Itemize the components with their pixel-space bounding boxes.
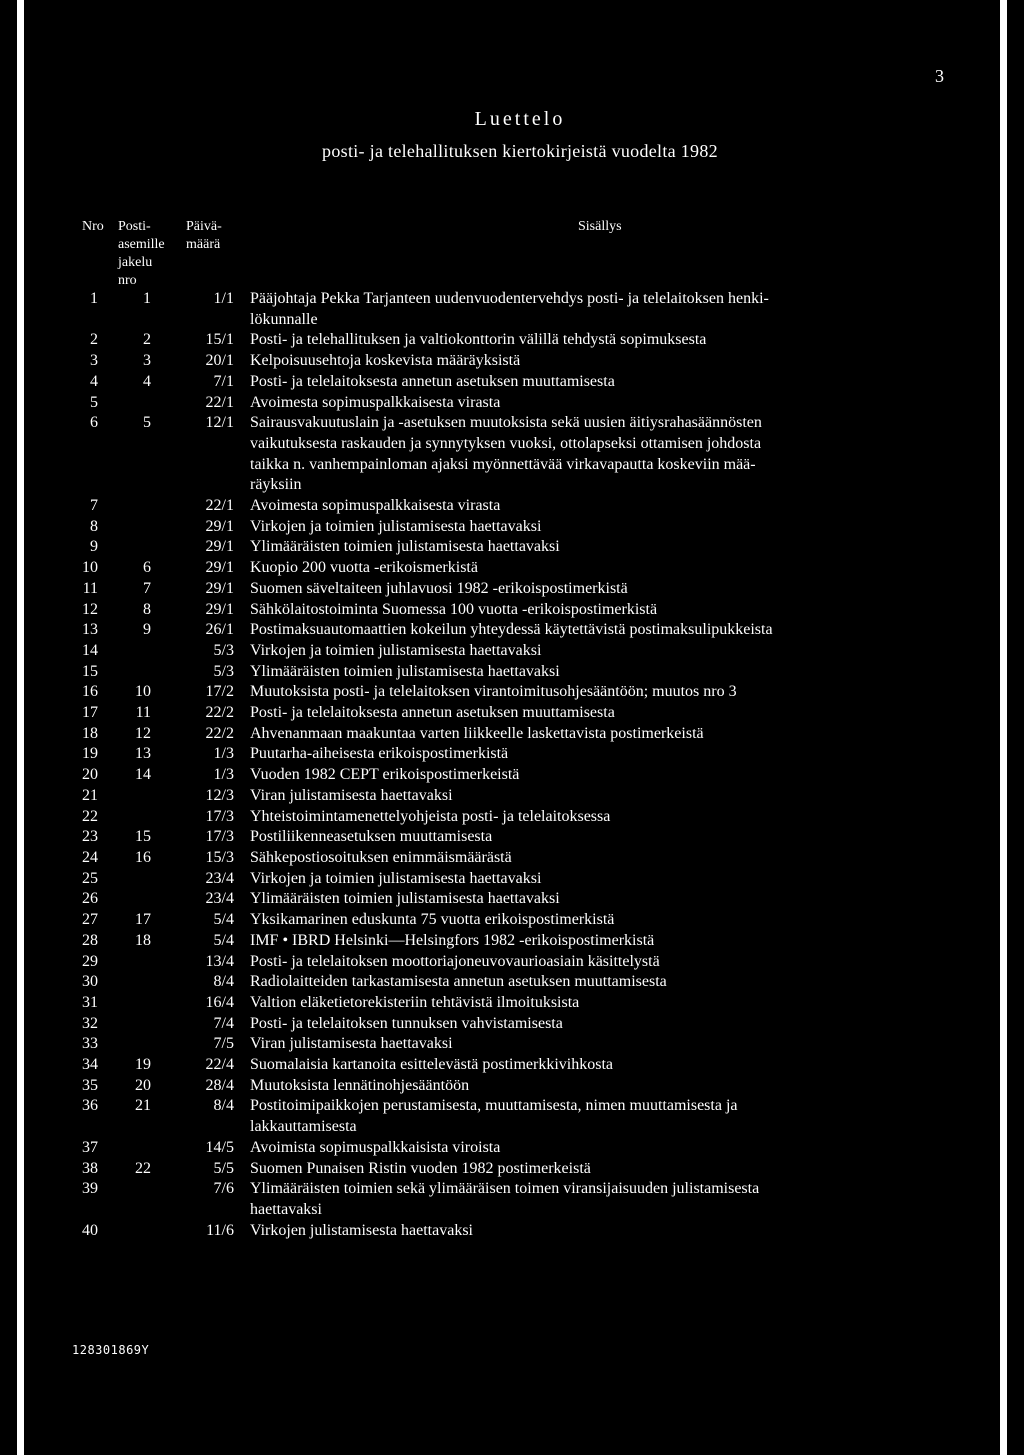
row-nro: 33 — [82, 1035, 98, 1053]
row-description: Virkojen ja toimien julistamisesta haettavaksi — [250, 517, 542, 535]
row-date: 7/1 — [213, 372, 234, 390]
row-description: Sähkölaitostoiminta Suomessa 100 vuotta -erikoispostimerkistä — [250, 600, 658, 618]
row-date: 17/3 — [205, 807, 234, 825]
row-date: 22/2 — [205, 704, 234, 722]
row-posti-nro: 15 — [135, 828, 151, 846]
row-date: 5/4 — [213, 931, 234, 949]
row-nro: 5 — [90, 393, 98, 411]
row-description: Ylimääräisten toimien julistamisesta haettavaksi — [250, 662, 560, 680]
row-date: 22/1 — [205, 393, 234, 411]
row-description: Ylimääräisten toimien sekä ylimääräisen toimen viransijaisuuden julistamisesta haettavaksi — [250, 1180, 760, 1218]
row-date: 15/1 — [205, 331, 234, 349]
row-posti-nro: 4 — [143, 372, 151, 390]
row-nro: 14 — [82, 641, 98, 659]
row-date: 5/5 — [213, 1159, 234, 1177]
row-posti-nro: 6 — [143, 559, 151, 577]
table-row — [0, 662, 1024, 683]
row-nro: 10 — [82, 559, 98, 577]
table-row — [0, 1221, 1024, 1242]
row-date: 28/4 — [205, 1076, 234, 1094]
table-row — [0, 1076, 1024, 1097]
table-row — [0, 496, 1024, 517]
row-description: Puutarha-aiheisesta erikoispostimerkistä — [250, 745, 509, 763]
row-posti-nro: 14 — [135, 766, 151, 784]
table-row — [0, 620, 1024, 641]
row-posti-nro: 2 — [143, 331, 151, 349]
row-description: Ahvenanmaan maakuntaa varten liikkeelle laskettavista postimerkeistä — [250, 724, 704, 742]
row-nro: 25 — [82, 869, 98, 887]
table-row — [0, 765, 1024, 786]
table-row — [0, 600, 1024, 621]
row-description: Virkojen ja toimien julistamisesta haettavaksi — [250, 869, 542, 887]
row-date: 29/1 — [205, 579, 234, 597]
row-date: 26/1 — [205, 621, 234, 639]
row-nro: 31 — [82, 993, 98, 1011]
row-posti-nro: 1 — [143, 290, 151, 307]
table-row — [0, 827, 1024, 848]
row-date: 5/3 — [213, 641, 234, 659]
table-row — [0, 931, 1024, 952]
table-row — [0, 1055, 1024, 1076]
row-description: Pääjohtaja Pekka Tarjanteen uudenvuodentervehdys posti- ja telelaitoksen henki- lökunnalle — [250, 290, 769, 328]
row-date: 1/3 — [213, 766, 234, 784]
row-nro: 30 — [82, 973, 98, 991]
row-nro: 6 — [90, 414, 98, 432]
row-posti-nro: 9 — [143, 621, 151, 639]
table-row — [0, 724, 1024, 745]
table-row — [0, 786, 1024, 807]
row-nro: 29 — [82, 952, 98, 970]
table-row — [0, 869, 1024, 890]
row-nro: 32 — [82, 1014, 98, 1032]
column-header-label: Päivä- määrä — [186, 219, 222, 252]
row-nro: 27 — [82, 911, 98, 929]
row-posti-nro: 21 — [135, 1097, 151, 1115]
row-description: Sähkepostiosoituksen enimmäismäärästä — [250, 848, 512, 866]
table-row — [0, 351, 1024, 372]
row-nro: 12 — [82, 600, 98, 618]
row-description: Ylimääräisten toimien julistamisesta haettavaksi — [250, 538, 560, 556]
row-description: Postitoimipaikkojen perustamisesta, muuttamisesta, nimen muuttamisesta ja lakkauttamisesta — [250, 1097, 738, 1136]
row-date: 14/5 — [205, 1138, 234, 1156]
row-description: Vuoden 1982 CEPT erikoispostimerkeistä — [250, 766, 520, 784]
row-date: 22/2 — [205, 724, 234, 742]
table-row — [0, 952, 1024, 973]
row-description: Posti- ja telelaitoksen tunnuksen vahvistamisesta — [250, 1014, 563, 1032]
row-date: 1/1 — [213, 290, 234, 307]
row-date: 5/3 — [213, 662, 234, 680]
row-description: Avoimesta sopimuspalkkaisesta virasta — [250, 497, 501, 515]
table-row — [0, 807, 1024, 828]
row-description: Yksikamarinen eduskunta 75 vuotta erikoispostimerkistä — [250, 911, 615, 929]
row-description: Posti- ja telelaitoksen moottoriajoneuvovaurioasiain käsittelystä — [250, 952, 660, 970]
row-description: Posti- ja telehallituksen ja valtiokonttorin välillä tehdystä sopimuksesta — [250, 331, 707, 349]
row-description: Suomalaisia kartanoita esittelevästä postimerkkivihkosta — [250, 1056, 614, 1074]
column-header-label: Nro — [82, 219, 104, 234]
row-description: Radiolaitteiden tarkastamisesta annetun asetuksen muuttamisesta — [250, 973, 667, 991]
row-description: Viran julistamisesta haettavaksi — [250, 1035, 453, 1053]
row-posti-nro: 19 — [135, 1056, 151, 1074]
table-row — [0, 537, 1024, 558]
row-date: 29/1 — [205, 517, 234, 535]
row-date: 8/4 — [213, 1097, 234, 1115]
table-row — [0, 517, 1024, 538]
table-row — [0, 1034, 1024, 1055]
row-date: 13/4 — [205, 952, 234, 970]
row-description: Kuopio 200 vuotta -erikoismerkistä — [250, 559, 478, 577]
row-nro: 36 — [82, 1097, 98, 1115]
document-code: 128301869Y — [72, 1343, 150, 1357]
row-description: Avoimesta sopimuspalkkaisesta virasta — [250, 393, 501, 411]
row-posti-nro: 16 — [135, 848, 151, 866]
row-date: 7/6 — [213, 1180, 234, 1198]
row-description: Postimaksuautomaattien kokeilun yhteydessä käytettävistä postimaksulipukkeista — [250, 621, 773, 639]
row-posti-nro: 7 — [143, 579, 151, 597]
row-date: 29/1 — [205, 559, 234, 577]
row-nro: 2 — [90, 331, 98, 349]
table-row — [0, 330, 1024, 351]
row-date: 20/1 — [205, 352, 234, 370]
row-description: Muutoksista posti- ja telelaitoksen virantoimitusohjesääntöön; muutos nro 3 — [250, 683, 737, 701]
row-description: Virkojen ja toimien julistamisesta haettavaksi — [250, 641, 542, 659]
table-row — [0, 372, 1024, 393]
column-header-label: Sisällys — [578, 219, 622, 234]
row-nro: 7 — [90, 497, 98, 515]
row-date: 7/4 — [213, 1014, 234, 1032]
table-row — [0, 558, 1024, 579]
row-nro: 21 — [82, 786, 98, 804]
row-nro: 19 — [82, 745, 98, 763]
row-posti-nro: 13 — [135, 745, 151, 763]
row-date: 11/6 — [206, 1221, 234, 1239]
row-posti-nro: 8 — [143, 600, 151, 618]
row-nro: 17 — [82, 704, 98, 722]
row-nro: 20 — [82, 766, 98, 784]
row-nro: 13 — [82, 621, 98, 639]
row-description: Posti- ja telelaitoksesta annetun asetuksen muuttamisesta — [250, 704, 615, 722]
table-row — [0, 848, 1024, 869]
page-title: Luettelo — [474, 108, 566, 130]
table-row — [0, 1179, 1024, 1220]
row-date: 15/3 — [205, 848, 234, 866]
row-posti-nro: 12 — [135, 724, 151, 742]
row-description: Muutoksista lennätinohjesääntöön — [250, 1076, 470, 1094]
row-description: Suomen säveltaiteen juhlavuosi 1982 -erikoispostimerkistä — [250, 579, 628, 597]
row-nro: 39 — [82, 1180, 98, 1198]
row-nro: 34 — [82, 1056, 98, 1074]
row-date: 17/2 — [205, 683, 234, 701]
row-nro: 23 — [82, 828, 98, 846]
row-nro: 3 — [90, 352, 98, 370]
row-description: Kelpoisuusehtoja koskevista määräyksistä — [250, 352, 521, 370]
row-date: 7/5 — [213, 1035, 234, 1053]
row-nro: 15 — [82, 662, 98, 680]
column-header-nro — [82, 218, 104, 236]
page-number: 3 — [935, 66, 944, 86]
column-header-paiva — [186, 218, 222, 254]
row-description: Yhteistoimintamenettelyohjeista posti- ja telelaitoksessa — [250, 807, 611, 825]
row-posti-nro: 5 — [143, 414, 151, 432]
table-row — [0, 744, 1024, 765]
row-posti-nro: 3 — [143, 352, 151, 370]
row-nro: 24 — [82, 848, 98, 866]
table-row — [0, 1159, 1024, 1180]
table-row — [0, 641, 1024, 662]
row-posti-nro: 20 — [135, 1076, 151, 1094]
row-description: Sairausvakuutuslain ja -asetuksen muutoksista sekä uusien äitiysrahasäännösten vaikutuksesta raskauden ja synnytyksen vuoksi, ottolapseksi ottamisen johdosta taikka n. vanhempainloman ajaksi myönnettävää virkavapautta koskeviin mää- räyksiin — [250, 414, 762, 494]
row-description: Avoimista sopimuspalkkaisista viroista — [250, 1138, 501, 1156]
row-posti-nro: 17 — [135, 911, 151, 929]
row-description: Postiliikenneasetuksen muuttamisesta — [250, 828, 493, 846]
row-date: 17/3 — [205, 828, 234, 846]
table-row — [0, 1096, 1024, 1137]
row-date: 29/1 — [205, 538, 234, 556]
table-row — [0, 972, 1024, 993]
row-date: 12/1 — [205, 414, 234, 432]
row-description: IMF • IBRD Helsinki—Helsingfors 1982 -erikoispostimerkistä — [250, 931, 655, 949]
row-date: 22/4 — [205, 1056, 234, 1074]
table-row — [0, 993, 1024, 1014]
table-row — [0, 289, 1024, 330]
row-posti-nro: 18 — [135, 931, 151, 949]
row-nro: 18 — [82, 724, 98, 742]
table-row — [0, 703, 1024, 724]
row-nro: 38 — [82, 1159, 98, 1177]
row-nro: 40 — [82, 1221, 98, 1239]
row-date: 5/4 — [213, 911, 234, 929]
row-posti-nro: 10 — [135, 683, 151, 701]
row-date: 16/4 — [205, 993, 234, 1011]
row-nro: 22 — [82, 807, 98, 825]
row-nro: 4 — [90, 372, 98, 390]
row-date: 8/4 — [213, 973, 234, 991]
column-header-label: Posti- asemille jakelu nro — [118, 219, 165, 288]
row-nro: 11 — [82, 579, 98, 597]
table-row — [0, 579, 1024, 600]
row-date: 12/3 — [205, 786, 234, 804]
row-description: Virkojen julistamisesta haettavaksi — [250, 1221, 473, 1239]
table-row — [0, 1014, 1024, 1035]
table-body — [0, 289, 1024, 1241]
row-nro: 1 — [90, 290, 98, 307]
table-row — [0, 413, 1024, 496]
row-nro: 16 — [82, 683, 98, 701]
row-nro: 8 — [90, 517, 98, 535]
row-description: Suomen Punaisen Ristin vuoden 1982 postimerkeistä — [250, 1159, 591, 1177]
row-nro: 26 — [82, 890, 98, 908]
row-nro: 37 — [82, 1138, 98, 1156]
row-date: 23/4 — [205, 869, 234, 887]
row-nro: 28 — [82, 931, 98, 949]
row-description: Valtion eläketietorekisteriin tehtävistä ilmoituksista — [250, 993, 580, 1011]
row-date: 1/3 — [213, 745, 234, 763]
row-description: Posti- ja telelaitoksesta annetun asetuksen muuttamisesta — [250, 372, 615, 390]
column-header-posti — [118, 218, 165, 290]
row-date: 22/1 — [205, 497, 234, 515]
table-row — [0, 1138, 1024, 1159]
page-subtitle: posti- ja telehallituksen kiertokirjeistä vuodelta 1982 — [322, 141, 718, 161]
table-row — [0, 682, 1024, 703]
table-row — [0, 910, 1024, 931]
row-date: 23/4 — [205, 890, 234, 908]
row-description: Viran julistamisesta haettavaksi — [250, 786, 453, 804]
table-row — [0, 393, 1024, 414]
row-date: 29/1 — [205, 600, 234, 618]
row-description: Ylimääräisten toimien julistamisesta haettavaksi — [250, 890, 560, 908]
row-posti-nro: 22 — [135, 1159, 151, 1177]
table-row — [0, 889, 1024, 910]
column-header-sisallys — [578, 218, 622, 236]
row-posti-nro: 11 — [135, 704, 151, 722]
row-nro: 35 — [82, 1076, 98, 1094]
row-nro: 9 — [90, 538, 98, 556]
